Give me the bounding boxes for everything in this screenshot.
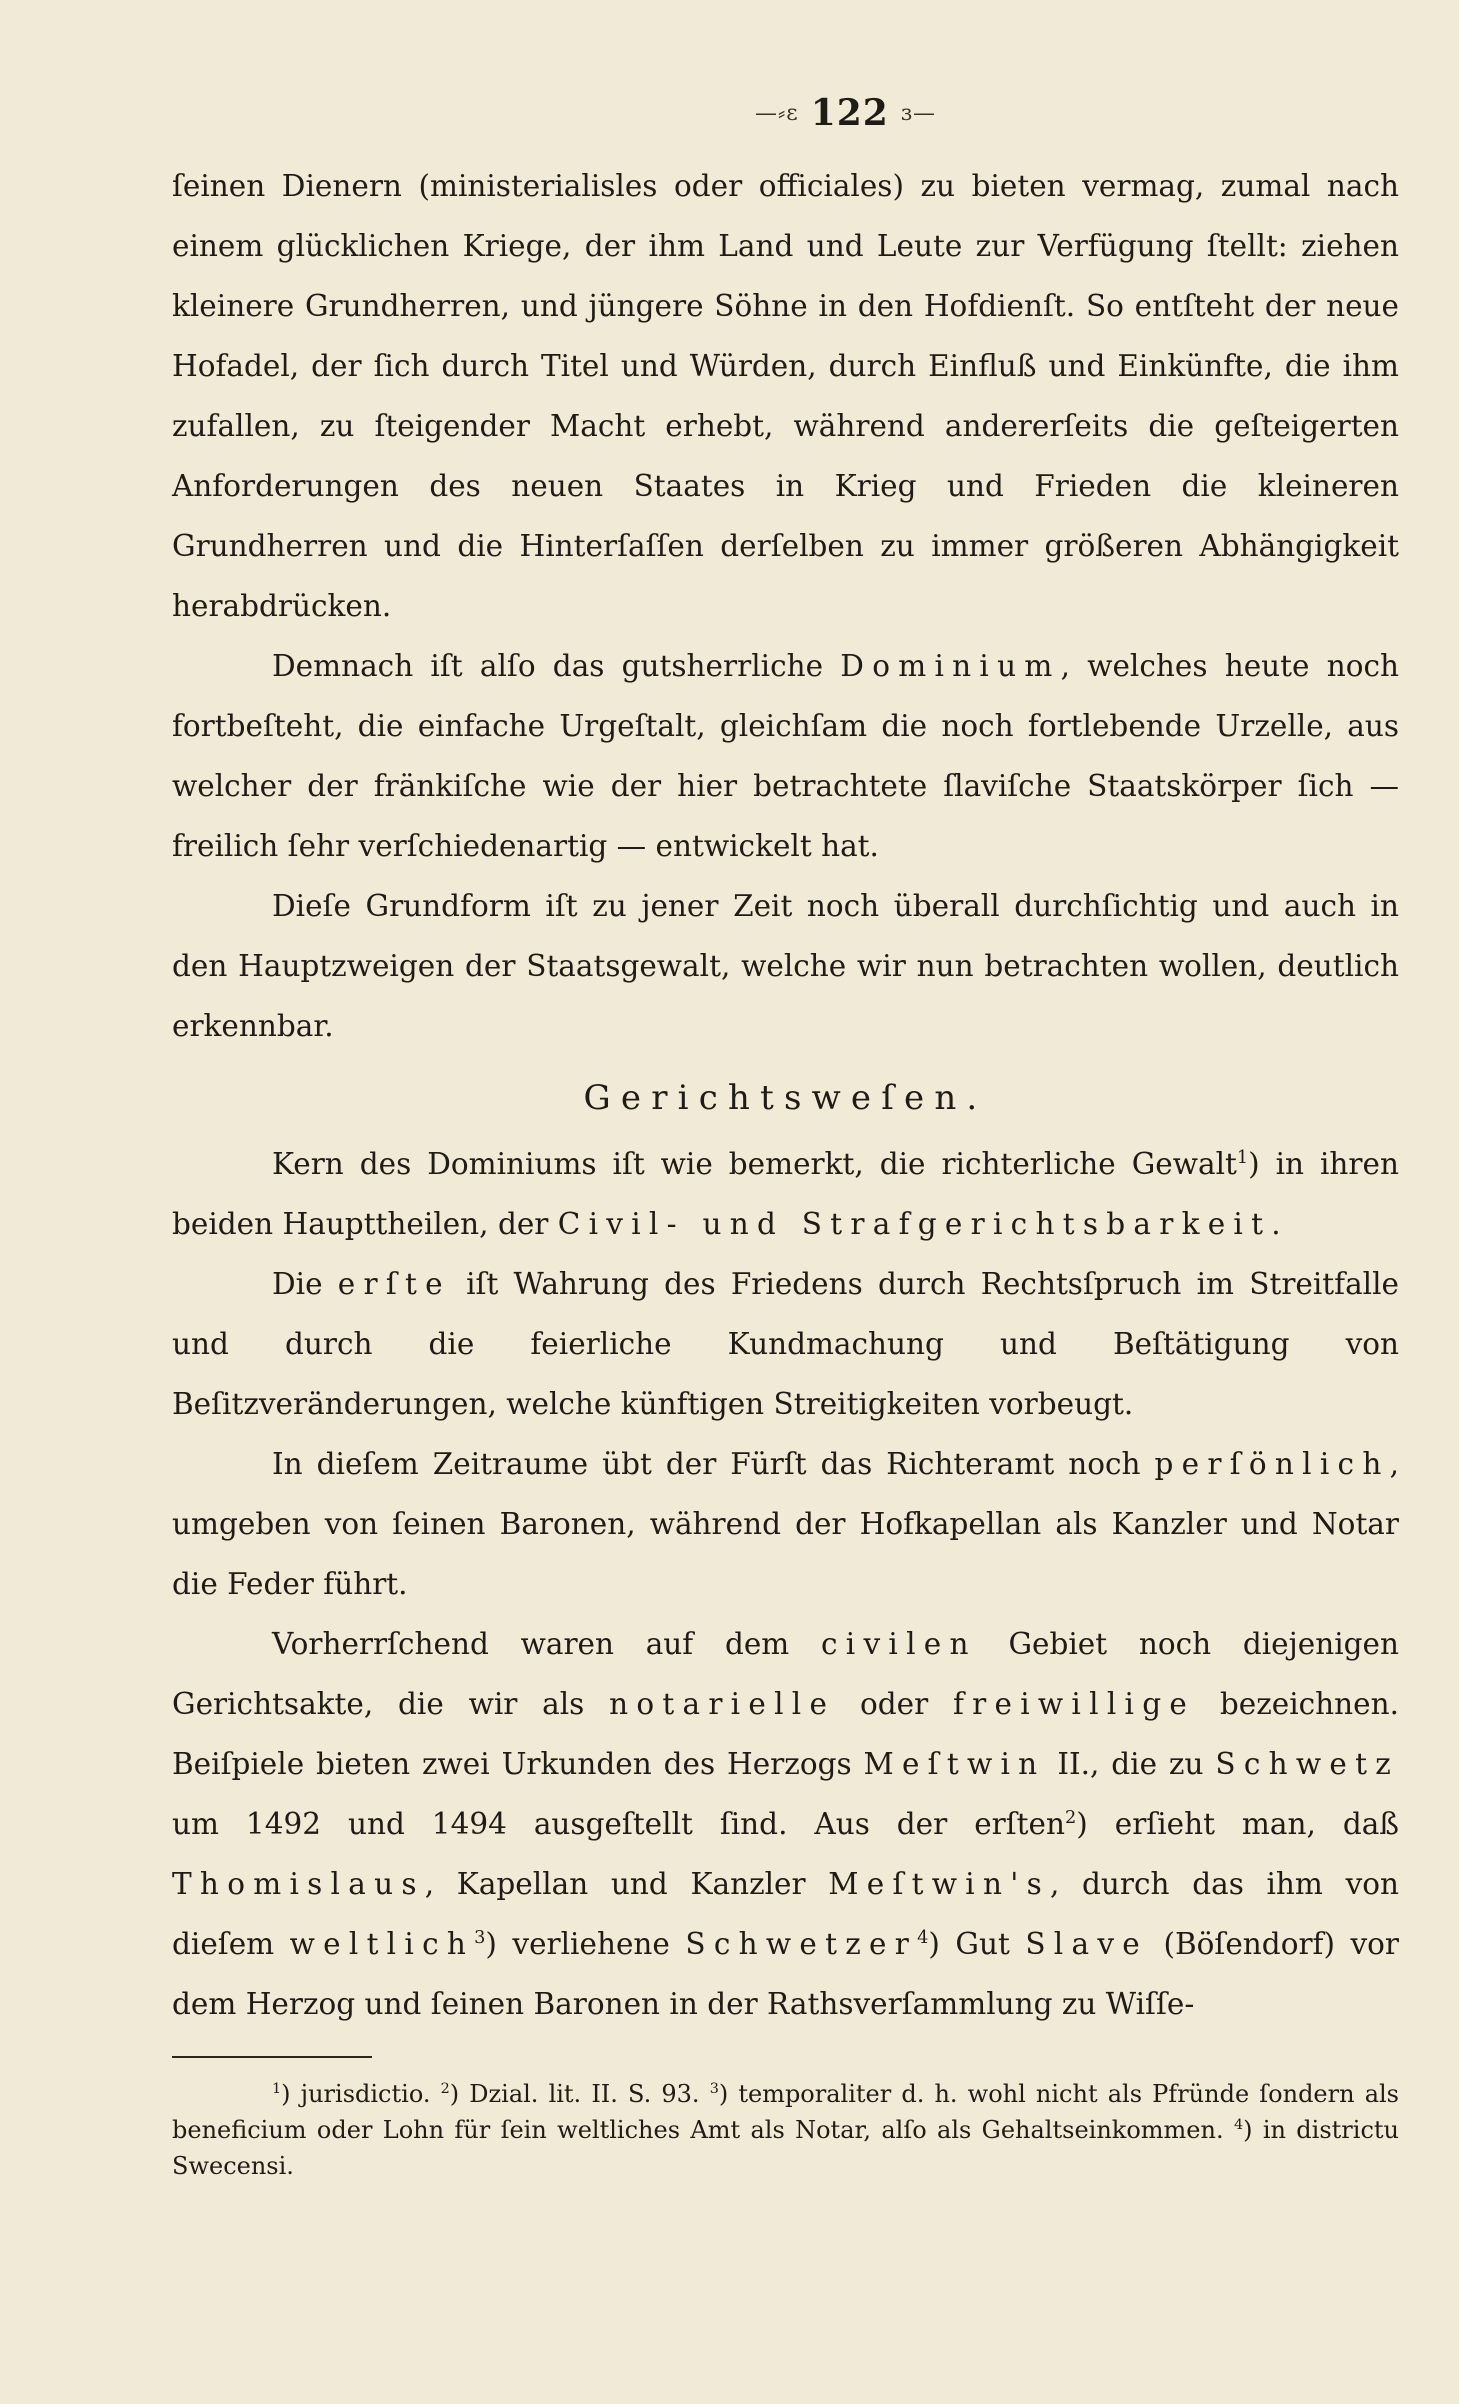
footnote-3: ) temporaliter d. h. wohl nicht als Pfründe ſondern als beneficium oder Lohn für ſein weltliches Amt als Notar, alſo als Gehaltseinkommen. (172, 2080, 1399, 2144)
paragraph-grundform: Dieſe Grundform iſt zu jener Zeit noch überall durchſichtig und auch in den Hauptzweigen der Staatsgewalt, welche wir nun betrachten wollen, deutlich erkennbar. (172, 889, 1399, 1043)
text-run: Demnach iſt alſo das gutsherrliche (272, 649, 841, 683)
footnotes (172, 2076, 1399, 2184)
body-text (172, 156, 1399, 2034)
text-run: um 1492 und 1494 ausgeſtellt ſind. Aus der erſten (172, 1807, 1065, 1841)
text-run: In dieſem Zeitraume übt der Fürſt das Richteramt noch (272, 1447, 1155, 1481)
header-ornament-right: ɜ— (900, 100, 937, 126)
spaced-term: civilen (820, 1627, 977, 1661)
footnote-2: ) Dzial. lit. II. S. 93. (449, 2080, 710, 2108)
text-run: Gebiet noch diejenigen Gerichtsakte, die wir als (172, 1627, 1399, 1721)
footnote-mark: 3 (709, 2081, 719, 2097)
text-run: iſt Wahrung des Friedens durch Rechtsſpruch im Streitfalle und durch die feierliche Kundmachung und Beſtätigung von Beſitzveränderungen, welche künftigen Streitigkeiten vorbeugt. (172, 1267, 1399, 1421)
text-run: (Böſendorf) vor dem Herzog und ſeinen Baronen in der Rathsverſammlung zu Wiſſe- (172, 1927, 1400, 2021)
footnote-ref: 4 (917, 1928, 929, 1949)
text-run: Vorherrſchend waren auf dem (272, 1627, 821, 1661)
spaced-term: notarielle (609, 1687, 836, 1721)
text-run: ) erſieht man, daß (1076, 1807, 1399, 1841)
page-header (292, 88, 1399, 138)
spaced-term: Schwetzer (685, 1927, 918, 1961)
section-heading: Gerichtsweſen. (583, 1078, 988, 1118)
paragraph-dominium (172, 636, 1399, 876)
text-run: II., die zu (1045, 1747, 1216, 1781)
paragraph-continuation: ſeinen Dienern (ministerialisles oder officiales) zu bieten vermag, zumal nach einem glücklichen Kriege, der ihm Land und Leute zur Verfügung ſtellt: ziehen kleinere Grundherren, und jüngere Söhne in den Hofdienſt. So entſteht der neue Hofadel, der ſich durch Titel und Würden, durch Einfluß und Einkünfte, die ihm zufallen, zu ſteigender Macht erhebt, während andererſeits die geſteigerten Anforderungen des neuen Staates in Krieg und Frieden die kleineren Grundherren und die Hinterſaſſen derſelben zu immer größeren Abhängigkeit herabdrücken. (172, 169, 1399, 623)
paragraph-zeitraume (172, 1434, 1399, 1614)
spaced-term: weltlich (289, 1927, 475, 1961)
paragraph-erste (172, 1254, 1399, 1434)
spaced-term: Schwetz (1215, 1747, 1399, 1781)
footnote-divider (172, 2056, 372, 2058)
spaced-term: Thomislaus (172, 1867, 425, 1901)
text-run: , durch das ihm von dieſem (172, 1867, 1399, 1961)
text-run: . (1271, 1207, 1281, 1241)
text-run: , welches heute noch fortbeſteht, die einfache Urgeſtalt, gleichſam die noch fortlebende Urzelle, aus welcher der fränkiſche wie der hier betrachtete ſlaviſche Staatskörper ſich — freilich ſehr verſchiedenartig — entwickelt hat. (172, 649, 1399, 863)
footnote-block (172, 2076, 1399, 2184)
spaced-term: Dominium (840, 649, 1061, 683)
text-run: ) in ihren beiden Haupttheilen, der (172, 1147, 1399, 1241)
paragraph-vorherrschend (172, 1614, 1399, 2034)
spaced-term: freiwillige (952, 1687, 1196, 1721)
spaced-term: erſte (337, 1267, 451, 1301)
footnote-ref: 1 (1236, 1148, 1249, 1169)
footnote-mark: 4 (1233, 2117, 1244, 2133)
text-run: ) Gut (928, 1927, 1026, 1961)
spaced-term: perſönlich (1154, 1447, 1390, 1481)
spaced-term: Slave (1025, 1927, 1148, 1961)
spaced-term: Meſtwin (863, 1747, 1046, 1781)
spaced-term: Civil- und Strafgerichtsbarkeit (557, 1207, 1272, 1241)
text-run: Kern des Dominiums iſt wie bemerkt, die richterliche Gewalt (272, 1147, 1237, 1181)
text-run: Die (272, 1267, 338, 1301)
text-run: , umgeben von ſeinen Baronen, während der Hofkapellan als Kanzler und Notar die Feder führt. (172, 1447, 1399, 1601)
footnote-mark: 2 (440, 2081, 450, 2097)
page-number: 122 (810, 92, 889, 134)
text-run: oder (835, 1687, 953, 1721)
text-run: bezeichnen. Beiſpiele bieten zwei Urkunden des Herzogs (172, 1687, 1399, 1781)
footnote-1: ) jurisdictio. (281, 2080, 441, 2108)
spaced-term: Meſtwin's (828, 1867, 1050, 1901)
footnote-4: ) in districtu Swecensi. (172, 2116, 1399, 2180)
footnote-ref: 2 (1065, 1808, 1077, 1829)
text-run: , Kapellan und Kanzler (424, 1867, 829, 1901)
text-run: ) verliehene (485, 1927, 686, 1961)
paragraph-kern (172, 1134, 1399, 1254)
footnote-ref: 3 (474, 1928, 486, 1949)
footnote-mark: 1 (272, 2081, 282, 2097)
header-ornament-left: —⸗ɛ (754, 101, 799, 126)
